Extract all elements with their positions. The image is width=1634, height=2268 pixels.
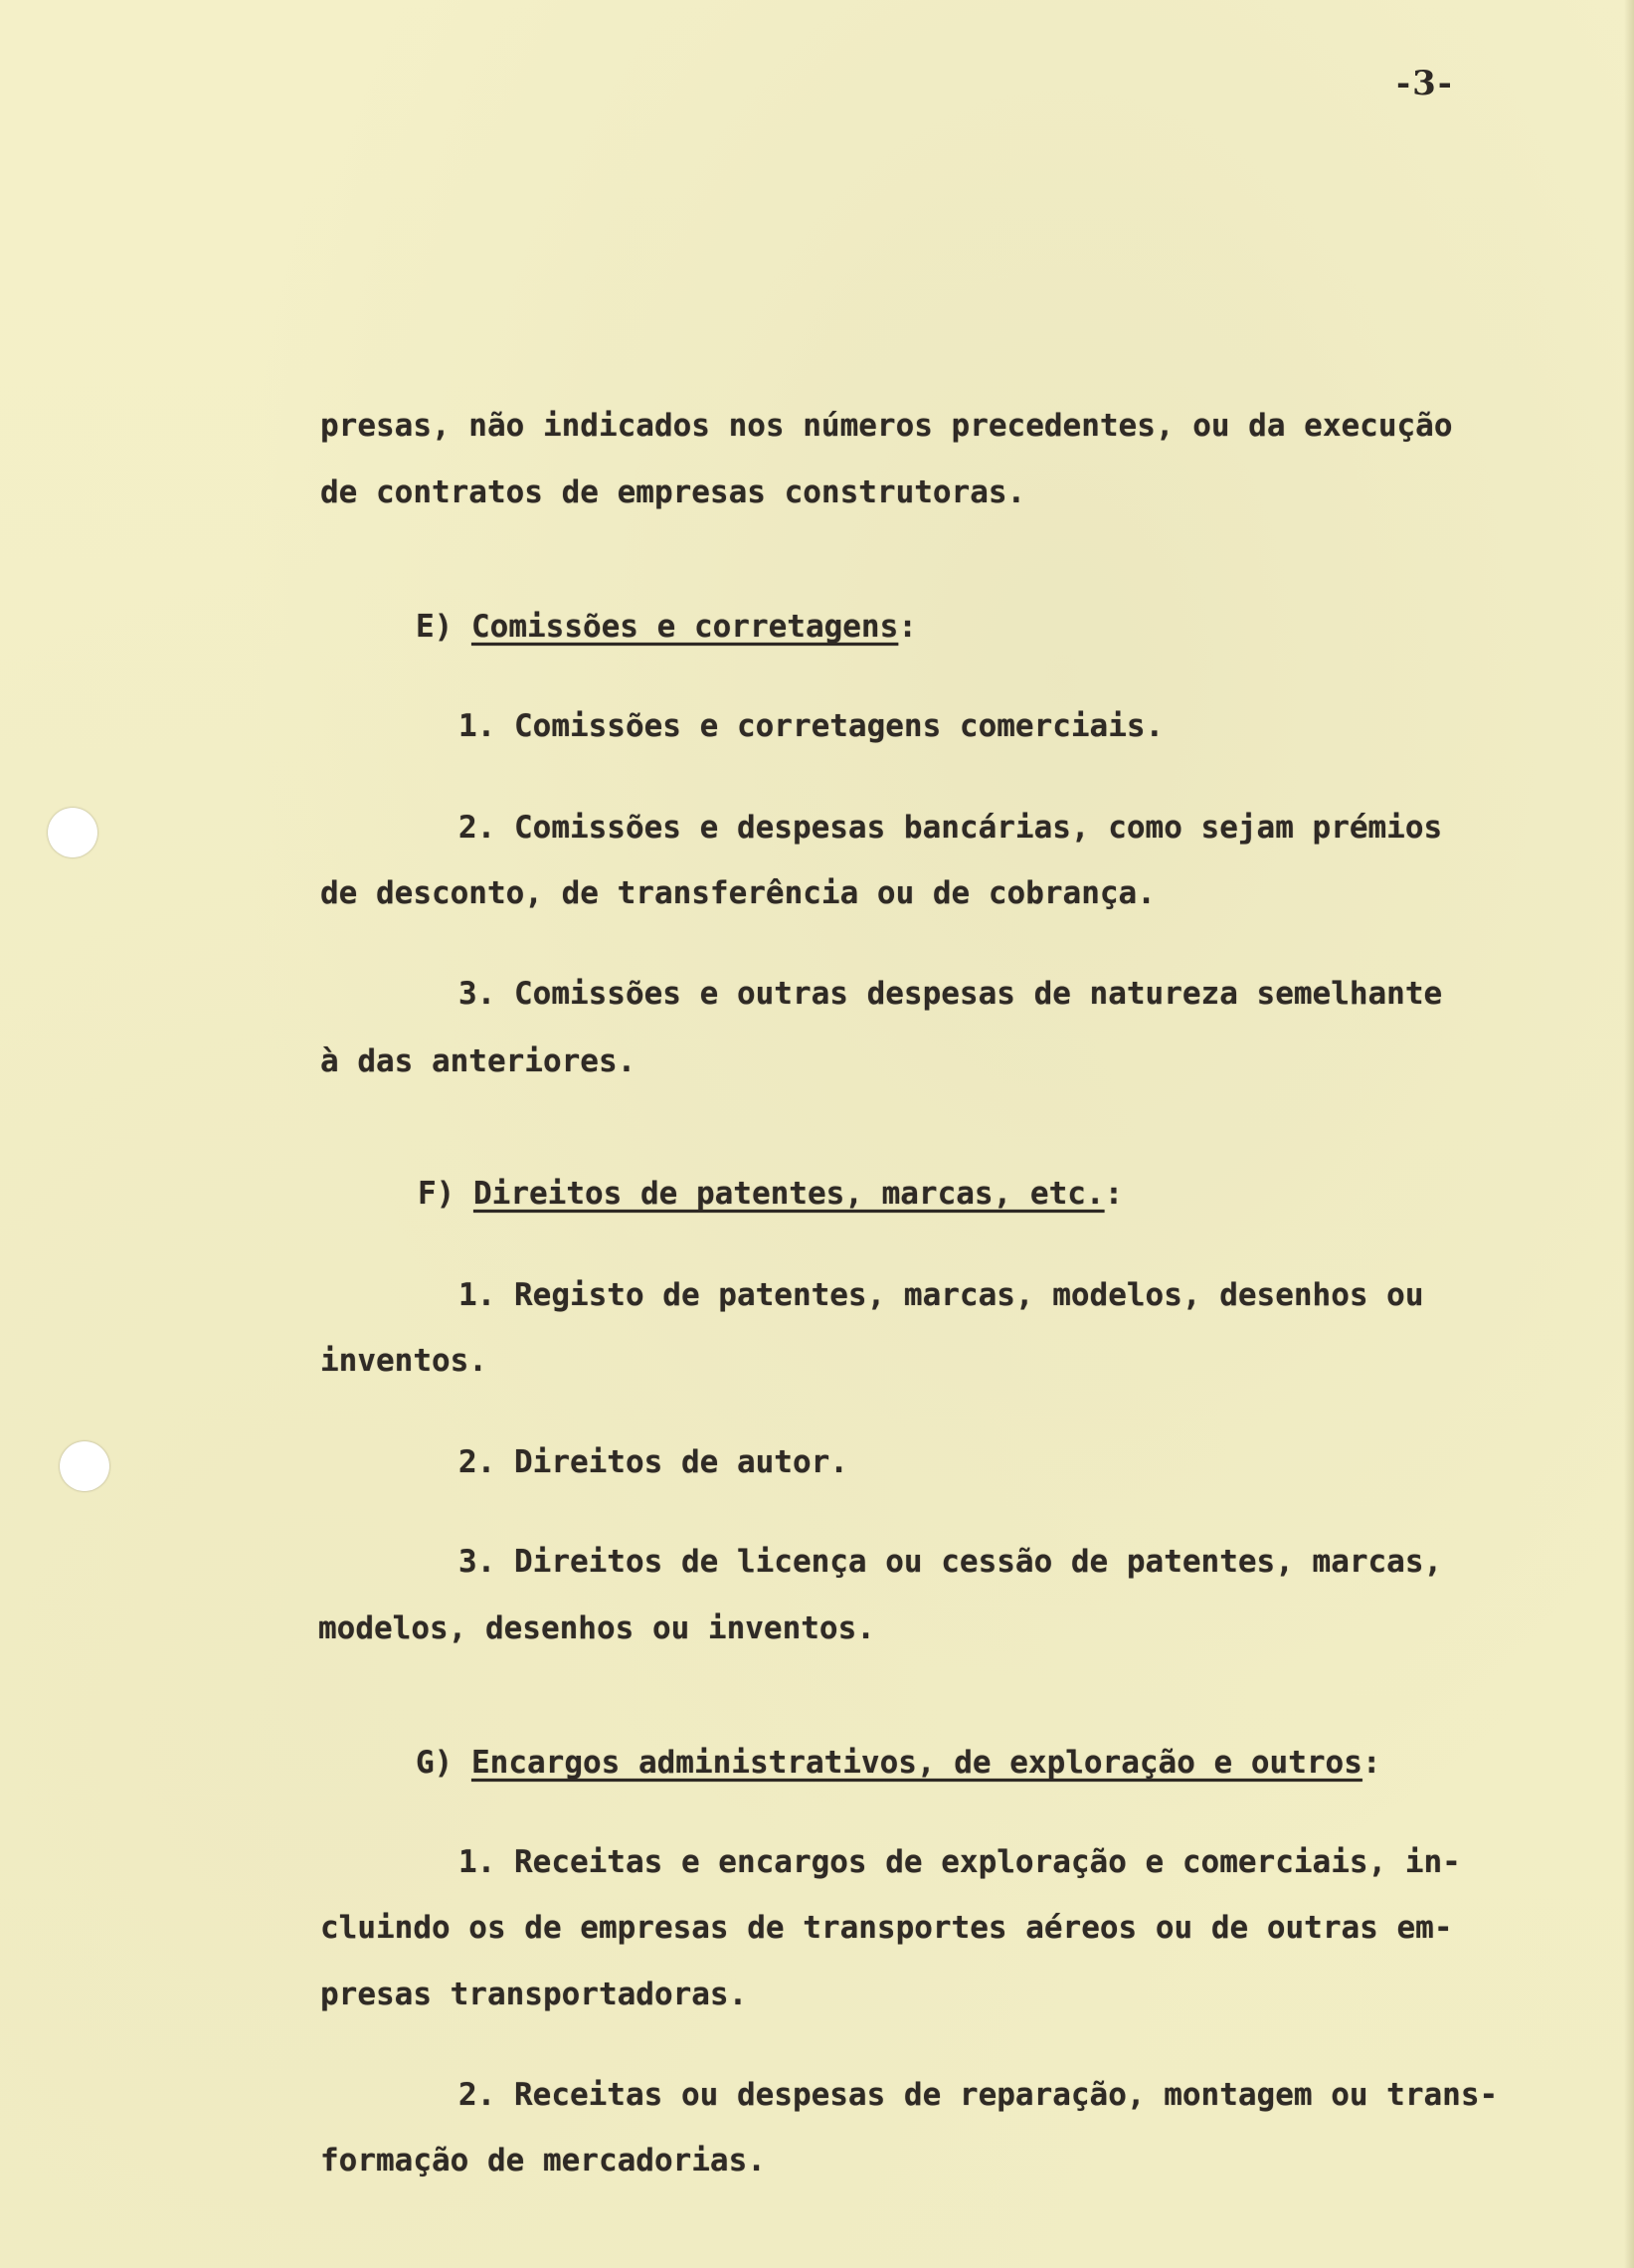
list-item-line: à das anteriores. <box>320 1043 636 1079</box>
page-edge <box>1624 0 1634 2268</box>
section-title: Encargos administrativos, de exploração e outros <box>471 1745 1362 1781</box>
punch-hole <box>60 1441 109 1491</box>
list-item-line: formação de mercadorias. <box>320 2143 766 2178</box>
heading-colon: : <box>1104 1176 1124 1212</box>
list-item-line: inventos. <box>320 1343 487 1379</box>
intro-line: de contratos de empresas construtoras. <box>320 474 1026 510</box>
section-label: F) <box>418 1176 455 1212</box>
list-item-line: 3. Direitos de licença ou cessão de patentes, marcas, <box>458 1544 1443 1580</box>
heading-colon: : <box>898 609 917 645</box>
list-item-line: 2. Direitos de autor. <box>458 1444 848 1480</box>
page-number: -3- <box>1396 64 1454 103</box>
list-item-line: 2. Comissões e despesas bancárias, como sejam prémios <box>458 810 1443 846</box>
list-item-line: 1. Registo de patentes, marcas, modelos, desenhos ou <box>458 1277 1424 1313</box>
list-item-line: 2. Receitas ou despesas de reparação, montagem ou trans- <box>458 2077 1499 2113</box>
list-item-line: de desconto, de transferência ou de cobrança. <box>320 875 1156 911</box>
section-heading-g <box>416 1743 1381 1783</box>
list-item-line: modelos, desenhos ou inventos. <box>318 1610 875 1646</box>
intro-line: presas, não indicados nos números precedentes, ou da execução <box>320 408 1453 444</box>
list-item-line: 1. Receitas e encargos de exploração e comerciais, in- <box>458 1844 1461 1880</box>
list-item-line: 1. Comissões e corretagens comerciais. <box>458 708 1165 744</box>
list-item-line: cluindo os de empresas de transportes aéreos ou de outras em- <box>320 1910 1453 1946</box>
list-item-line: 3. Comissões e outras despesas de natureza semelhante <box>458 976 1443 1012</box>
section-title: Comissões e corretagens <box>471 609 899 645</box>
heading-colon: : <box>1362 1745 1381 1781</box>
section-heading-f <box>418 1174 1123 1214</box>
section-heading-e <box>416 607 917 647</box>
punch-hole <box>48 808 97 857</box>
section-label: G) <box>416 1745 454 1781</box>
section-title: Direitos de patentes, marcas, etc. <box>473 1176 1105 1212</box>
section-label: E) <box>416 609 454 645</box>
list-item-line: presas transportadoras. <box>320 1977 748 2012</box>
